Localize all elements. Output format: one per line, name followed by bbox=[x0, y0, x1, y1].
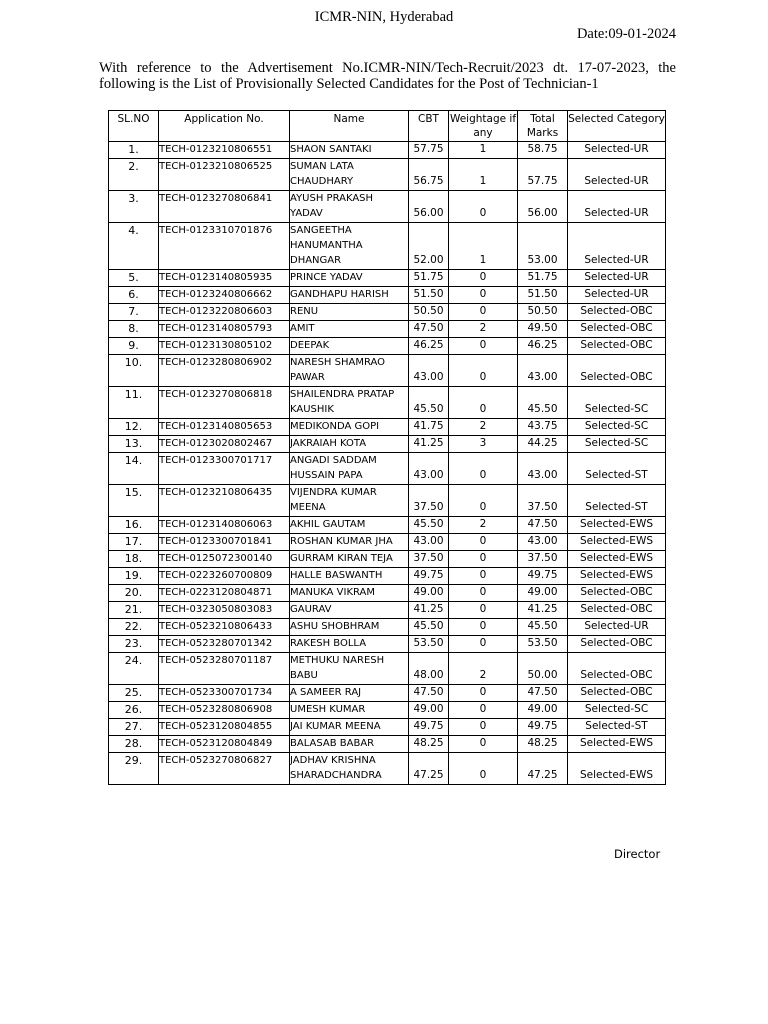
cell-total-marks: 41.25 bbox=[518, 602, 568, 619]
cell-name: RENU bbox=[290, 304, 409, 321]
table-row bbox=[109, 223, 666, 270]
cell-name: DEEPAK bbox=[290, 338, 409, 355]
cell-weightage: 0 bbox=[449, 685, 518, 702]
cell-weightage: 3 bbox=[449, 436, 518, 453]
table-header-row bbox=[109, 111, 666, 142]
table-row bbox=[109, 387, 666, 419]
cell-total-marks: 43.75 bbox=[518, 419, 568, 436]
document-date: Date:09-01-2024 bbox=[576, 26, 676, 42]
cell-cbt: 47.50 bbox=[409, 321, 449, 338]
column-header-name: Name bbox=[290, 111, 409, 142]
table-row bbox=[109, 159, 666, 191]
cell-weightage: 0 bbox=[449, 636, 518, 653]
cell-selected-category: Selected-UR bbox=[568, 159, 666, 191]
cell-application-no: TECH-0123220806603 bbox=[159, 304, 290, 321]
cell-weightage: 0 bbox=[449, 753, 518, 785]
cell-cbt: 43.00 bbox=[409, 355, 449, 387]
cell-application-no: TECH-0123140805793 bbox=[159, 321, 290, 338]
table-body bbox=[109, 142, 666, 785]
cell-sl-no: 13. bbox=[109, 436, 159, 453]
selected-candidates-table bbox=[108, 110, 666, 785]
cell-cbt: 49.00 bbox=[409, 702, 449, 719]
cell-name: JAKRAIAH KOTA bbox=[290, 436, 409, 453]
cell-total-marks: 57.75 bbox=[518, 159, 568, 191]
cell-name: GAURAV bbox=[290, 602, 409, 619]
cell-name: GURRAM KIRAN TEJA bbox=[290, 551, 409, 568]
cell-cbt: 50.50 bbox=[409, 304, 449, 321]
cell-weightage: 0 bbox=[449, 551, 518, 568]
cell-selected-category: Selected-OBC bbox=[568, 338, 666, 355]
cell-selected-category: Selected-EWS bbox=[568, 568, 666, 585]
cell-sl-no: 2. bbox=[109, 159, 159, 191]
cell-weightage: 0 bbox=[449, 585, 518, 602]
table-row bbox=[109, 355, 666, 387]
cell-application-no: TECH-0123210806525 bbox=[159, 159, 290, 191]
cell-sl-no: 22. bbox=[109, 619, 159, 636]
table-row bbox=[109, 287, 666, 304]
table-row bbox=[109, 142, 666, 159]
cell-total-marks: 45.50 bbox=[518, 619, 568, 636]
cell-total-marks: 46.25 bbox=[518, 338, 568, 355]
cell-total-marks: 49.00 bbox=[518, 702, 568, 719]
cell-sl-no: 5. bbox=[109, 270, 159, 287]
cell-selected-category: Selected-UR bbox=[568, 191, 666, 223]
cell-total-marks: 50.50 bbox=[518, 304, 568, 321]
cell-cbt: 37.50 bbox=[409, 551, 449, 568]
cell-application-no: TECH-0523280701187 bbox=[159, 653, 290, 685]
cell-weightage: 0 bbox=[449, 736, 518, 753]
cell-weightage: 0 bbox=[449, 485, 518, 517]
cell-weightage: 1 bbox=[449, 142, 518, 159]
cell-sl-no: 14. bbox=[109, 453, 159, 485]
cell-selected-category: Selected-UR bbox=[568, 287, 666, 304]
cell-cbt: 52.00 bbox=[409, 223, 449, 270]
cell-weightage: 0 bbox=[449, 304, 518, 321]
cell-name: HALLE BASWANTH bbox=[290, 568, 409, 585]
table-row bbox=[109, 551, 666, 568]
cell-application-no: TECH-0523280806908 bbox=[159, 702, 290, 719]
cell-application-no: TECH-0123270806818 bbox=[159, 387, 290, 419]
cell-weightage: 0 bbox=[449, 568, 518, 585]
cell-application-no: TECH-0523270806827 bbox=[159, 753, 290, 785]
cell-sl-no: 28. bbox=[109, 736, 159, 753]
table-row bbox=[109, 191, 666, 223]
table-row bbox=[109, 736, 666, 753]
cell-total-marks: 49.75 bbox=[518, 719, 568, 736]
cell-cbt: 41.25 bbox=[409, 436, 449, 453]
cell-name: GANDHAPU HARISH bbox=[290, 287, 409, 304]
cell-name: MANUKA VIKRAM bbox=[290, 585, 409, 602]
cell-sl-no: 10. bbox=[109, 355, 159, 387]
cell-total-marks: 53.00 bbox=[518, 223, 568, 270]
cell-sl-no: 7. bbox=[109, 304, 159, 321]
table-row bbox=[109, 753, 666, 785]
cell-total-marks: 50.00 bbox=[518, 653, 568, 685]
cell-sl-no: 6. bbox=[109, 287, 159, 304]
cell-cbt: 45.50 bbox=[409, 619, 449, 636]
cell-cbt: 49.75 bbox=[409, 719, 449, 736]
table-row bbox=[109, 619, 666, 636]
cell-application-no: TECH-0123300701841 bbox=[159, 534, 290, 551]
cell-weightage: 2 bbox=[449, 321, 518, 338]
cell-application-no: TECH-0123240806662 bbox=[159, 287, 290, 304]
cell-total-marks: 43.00 bbox=[518, 355, 568, 387]
cell-sl-no: 29. bbox=[109, 753, 159, 785]
cell-cbt: 43.00 bbox=[409, 534, 449, 551]
cell-name: PRINCE YADAV bbox=[290, 270, 409, 287]
cell-application-no: TECH-0123140805935 bbox=[159, 270, 290, 287]
cell-application-no: TECH-0123020802467 bbox=[159, 436, 290, 453]
table-row bbox=[109, 338, 666, 355]
cell-selected-category: Selected-UR bbox=[568, 270, 666, 287]
cell-name: AKHIL GAUTAM bbox=[290, 517, 409, 534]
cell-weightage: 0 bbox=[449, 453, 518, 485]
cell-selected-category: Selected-OBC bbox=[568, 636, 666, 653]
cell-cbt: 41.25 bbox=[409, 602, 449, 619]
cell-application-no: TECH-0123210806551 bbox=[159, 142, 290, 159]
cell-selected-category: Selected-OBC bbox=[568, 321, 666, 338]
cell-cbt: 37.50 bbox=[409, 485, 449, 517]
cell-total-marks: 47.25 bbox=[518, 753, 568, 785]
cell-application-no: TECH-0123300701717 bbox=[159, 453, 290, 485]
table-row bbox=[109, 270, 666, 287]
cell-selected-category: Selected-EWS bbox=[568, 534, 666, 551]
cell-selected-category: Selected-OBC bbox=[568, 602, 666, 619]
cell-weightage: 0 bbox=[449, 355, 518, 387]
cell-name: ANGADI SADDAM HUSSAIN PAPA bbox=[290, 453, 409, 485]
cell-total-marks: 51.50 bbox=[518, 287, 568, 304]
cell-application-no: TECH-0123310701876 bbox=[159, 223, 290, 270]
cell-application-no: TECH-0123140806063 bbox=[159, 517, 290, 534]
cell-sl-no: 25. bbox=[109, 685, 159, 702]
cell-name: ROSHAN KUMAR JHA bbox=[290, 534, 409, 551]
cell-selected-category: Selected-SC bbox=[568, 419, 666, 436]
cell-total-marks: 49.50 bbox=[518, 321, 568, 338]
cell-name: AYUSH PRAKASH YADAV bbox=[290, 191, 409, 223]
cell-name: BALASAB BABAR bbox=[290, 736, 409, 753]
cell-cbt: 51.75 bbox=[409, 270, 449, 287]
cell-cbt: 56.75 bbox=[409, 159, 449, 191]
cell-total-marks: 49.75 bbox=[518, 568, 568, 585]
cell-application-no: TECH-0523300701734 bbox=[159, 685, 290, 702]
cell-cbt: 47.25 bbox=[409, 753, 449, 785]
cell-selected-category: Selected-OBC bbox=[568, 355, 666, 387]
cell-sl-no: 18. bbox=[109, 551, 159, 568]
table-row bbox=[109, 419, 666, 436]
cell-selected-category: Selected-ST bbox=[568, 719, 666, 736]
cell-sl-no: 8. bbox=[109, 321, 159, 338]
cell-selected-category: Selected-EWS bbox=[568, 753, 666, 785]
cell-application-no: TECH-0323050803083 bbox=[159, 602, 290, 619]
cell-weightage: 0 bbox=[449, 702, 518, 719]
cell-weightage: 0 bbox=[449, 534, 518, 551]
cell-total-marks: 47.50 bbox=[518, 517, 568, 534]
cell-application-no: TECH-0523210806433 bbox=[159, 619, 290, 636]
cell-name: SHAON SANTAKI bbox=[290, 142, 409, 159]
table-row bbox=[109, 702, 666, 719]
cell-name: SANGEETHA HANUMANTHA DHANGAR bbox=[290, 223, 409, 270]
cell-application-no: TECH-0223260700809 bbox=[159, 568, 290, 585]
cell-weightage: 0 bbox=[449, 619, 518, 636]
cell-weightage: 0 bbox=[449, 602, 518, 619]
cell-selected-category: Selected-OBC bbox=[568, 304, 666, 321]
cell-sl-no: 3. bbox=[109, 191, 159, 223]
cell-cbt: 57.75 bbox=[409, 142, 449, 159]
cell-cbt: 45.50 bbox=[409, 517, 449, 534]
cell-application-no: TECH-0523120804849 bbox=[159, 736, 290, 753]
cell-total-marks: 49.00 bbox=[518, 585, 568, 602]
cell-sl-no: 11. bbox=[109, 387, 159, 419]
cell-name: UMESH KUMAR bbox=[290, 702, 409, 719]
cell-total-marks: 47.50 bbox=[518, 685, 568, 702]
cell-name: JAI KUMAR MEENA bbox=[290, 719, 409, 736]
cell-selected-category: Selected-SC bbox=[568, 387, 666, 419]
table-row bbox=[109, 453, 666, 485]
cell-sl-no: 16. bbox=[109, 517, 159, 534]
cell-application-no: TECH-0123280806902 bbox=[159, 355, 290, 387]
cell-selected-category: Selected-EWS bbox=[568, 551, 666, 568]
cell-sl-no: 12. bbox=[109, 419, 159, 436]
cell-cbt: 48.25 bbox=[409, 736, 449, 753]
cell-selected-category: Selected-SC bbox=[568, 702, 666, 719]
table-row bbox=[109, 653, 666, 685]
cell-sl-no: 21. bbox=[109, 602, 159, 619]
cell-sl-no: 19. bbox=[109, 568, 159, 585]
cell-name: SUMAN LATA CHAUDHARY bbox=[290, 159, 409, 191]
cell-name: SHAILENDRA PRATAP KAUSHIK bbox=[290, 387, 409, 419]
cell-weightage: 2 bbox=[449, 517, 518, 534]
cell-name: VIJENDRA KUMAR MEENA bbox=[290, 485, 409, 517]
column-header-cbt: CBT bbox=[409, 111, 449, 142]
table-row bbox=[109, 304, 666, 321]
organization-title: ICMR-NIN, Hyderabad bbox=[314, 9, 454, 25]
column-header-sl-no: SL.NO bbox=[109, 111, 159, 142]
cell-cbt: 49.75 bbox=[409, 568, 449, 585]
cell-total-marks: 43.00 bbox=[518, 534, 568, 551]
cell-name: JADHAV KRISHNA SHARADCHANDRA bbox=[290, 753, 409, 785]
cell-application-no: TECH-0523120804855 bbox=[159, 719, 290, 736]
cell-weightage: 1 bbox=[449, 159, 518, 191]
intro-paragraph: With reference to the Advertisement No.ICMR-NIN/Tech-Recruit/2023 dt. 17-07-2023, the following is the List of Provisionally Selected Candidates for the Post of Technician-1 bbox=[99, 60, 676, 92]
cell-selected-category: Selected-OBC bbox=[568, 585, 666, 602]
cell-total-marks: 43.00 bbox=[518, 453, 568, 485]
cell-total-marks: 44.25 bbox=[518, 436, 568, 453]
cell-total-marks: 45.50 bbox=[518, 387, 568, 419]
cell-cbt: 49.00 bbox=[409, 585, 449, 602]
cell-selected-category: Selected-EWS bbox=[568, 736, 666, 753]
table-row bbox=[109, 517, 666, 534]
cell-weightage: 1 bbox=[449, 223, 518, 270]
cell-application-no: TECH-0123270806841 bbox=[159, 191, 290, 223]
cell-selected-category: Selected-UR bbox=[568, 223, 666, 270]
cell-application-no: TECH-0223120804871 bbox=[159, 585, 290, 602]
cell-sl-no: 27. bbox=[109, 719, 159, 736]
cell-weightage: 0 bbox=[449, 270, 518, 287]
cell-sl-no: 15. bbox=[109, 485, 159, 517]
cell-total-marks: 56.00 bbox=[518, 191, 568, 223]
cell-cbt: 53.50 bbox=[409, 636, 449, 653]
cell-cbt: 43.00 bbox=[409, 453, 449, 485]
cell-selected-category: Selected-SC bbox=[568, 436, 666, 453]
table-row bbox=[109, 602, 666, 619]
cell-weightage: 0 bbox=[449, 387, 518, 419]
table-row bbox=[109, 485, 666, 517]
cell-selected-category: Selected-UR bbox=[568, 142, 666, 159]
cell-selected-category: Selected-EWS bbox=[568, 517, 666, 534]
column-header-total-marks: Total Marks bbox=[518, 111, 568, 142]
cell-sl-no: 26. bbox=[109, 702, 159, 719]
cell-selected-category: Selected-OBC bbox=[568, 653, 666, 685]
cell-selected-category: Selected-UR bbox=[568, 619, 666, 636]
table-row bbox=[109, 719, 666, 736]
table-row bbox=[109, 321, 666, 338]
column-header-application-no: Application No. bbox=[159, 111, 290, 142]
cell-name: MEDIKONDA GOPI bbox=[290, 419, 409, 436]
cell-sl-no: 9. bbox=[109, 338, 159, 355]
table-row bbox=[109, 585, 666, 602]
cell-weightage: 2 bbox=[449, 419, 518, 436]
cell-total-marks: 51.75 bbox=[518, 270, 568, 287]
cell-application-no: TECH-0523280701342 bbox=[159, 636, 290, 653]
cell-cbt: 45.50 bbox=[409, 387, 449, 419]
cell-sl-no: 24. bbox=[109, 653, 159, 685]
cell-total-marks: 58.75 bbox=[518, 142, 568, 159]
column-header-selected-category: Selected Category bbox=[568, 111, 666, 142]
cell-application-no: TECH-0123210806435 bbox=[159, 485, 290, 517]
cell-total-marks: 48.25 bbox=[518, 736, 568, 753]
table-row bbox=[109, 436, 666, 453]
column-header-weightage: Weightage if any bbox=[449, 111, 518, 142]
cell-sl-no: 17. bbox=[109, 534, 159, 551]
cell-cbt: 46.25 bbox=[409, 338, 449, 355]
cell-sl-no: 1. bbox=[109, 142, 159, 159]
cell-cbt: 41.75 bbox=[409, 419, 449, 436]
cell-sl-no: 4. bbox=[109, 223, 159, 270]
table-row bbox=[109, 685, 666, 702]
cell-selected-category: Selected-ST bbox=[568, 485, 666, 517]
cell-weightage: 0 bbox=[449, 191, 518, 223]
cell-name: NARESH SHAMRAO PAWAR bbox=[290, 355, 409, 387]
cell-weightage: 0 bbox=[449, 719, 518, 736]
cell-cbt: 47.50 bbox=[409, 685, 449, 702]
table-row bbox=[109, 636, 666, 653]
cell-cbt: 56.00 bbox=[409, 191, 449, 223]
cell-weightage: 0 bbox=[449, 287, 518, 304]
cell-selected-category: Selected-OBC bbox=[568, 685, 666, 702]
cell-name: A SAMEER RAJ bbox=[290, 685, 409, 702]
cell-cbt: 48.00 bbox=[409, 653, 449, 685]
cell-total-marks: 53.50 bbox=[518, 636, 568, 653]
cell-application-no: TECH-0123140805653 bbox=[159, 419, 290, 436]
cell-weightage: 0 bbox=[449, 338, 518, 355]
cell-name: RAKESH BOLLA bbox=[290, 636, 409, 653]
cell-cbt: 51.50 bbox=[409, 287, 449, 304]
cell-total-marks: 37.50 bbox=[518, 551, 568, 568]
signatory-label: Director bbox=[614, 847, 661, 861]
cell-application-no: TECH-0123130805102 bbox=[159, 338, 290, 355]
cell-total-marks: 37.50 bbox=[518, 485, 568, 517]
cell-sl-no: 20. bbox=[109, 585, 159, 602]
cell-weightage: 2 bbox=[449, 653, 518, 685]
table-row bbox=[109, 534, 666, 551]
cell-name: METHUKU NARESH BABU bbox=[290, 653, 409, 685]
cell-sl-no: 23. bbox=[109, 636, 159, 653]
cell-application-no: TECH-0125072300140 bbox=[159, 551, 290, 568]
table-row bbox=[109, 568, 666, 585]
cell-selected-category: Selected-ST bbox=[568, 453, 666, 485]
cell-name: ASHU SHOBHRAM bbox=[290, 619, 409, 636]
cell-name: AMIT bbox=[290, 321, 409, 338]
